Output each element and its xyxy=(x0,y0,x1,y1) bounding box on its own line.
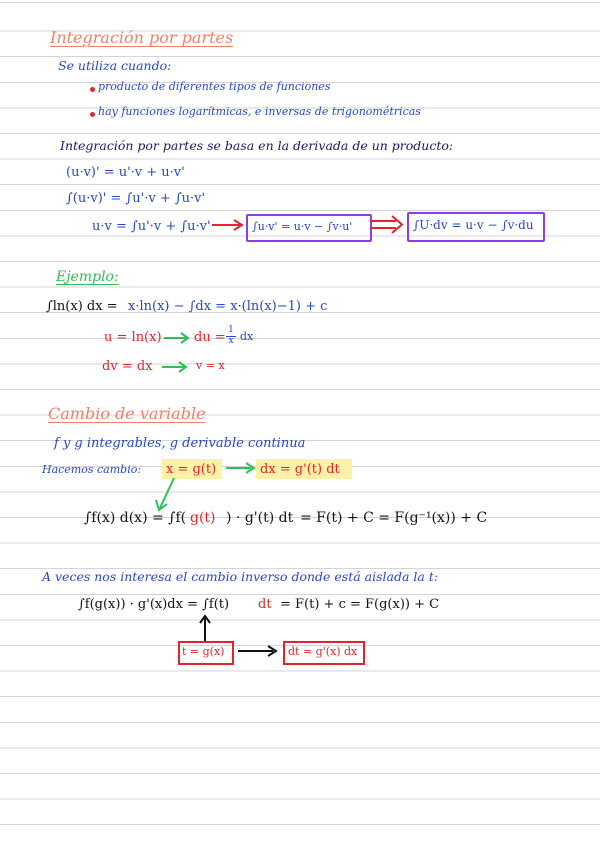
inverse-change-note: A veces nos interesa el cambio inverso donde está aislada la t: xyxy=(42,569,439,584)
equation-integral-both-sides: ∫(u·v)' = ∫u'·v + ∫u·v' xyxy=(66,191,206,206)
equation-product-derivative: (u·v)' = u'·v + u·v' xyxy=(66,165,185,180)
du-dx: dx xyxy=(240,330,254,343)
arrow-right-icon xyxy=(238,645,278,657)
arrow-right-icon xyxy=(226,462,256,474)
section-title-integracion-por-partes: Integración por partes xyxy=(50,28,234,47)
substitution-x: x = g(t) xyxy=(166,462,217,477)
substitution-dx: dx = g'(t) dt xyxy=(260,462,340,477)
inverse-lhs: ∫f(g(x)) · g'(x)dx = ∫f(t) xyxy=(78,597,230,612)
big-integral-rhs: = F(t) + C = F(g⁻¹(x)) + C xyxy=(300,510,488,526)
section-title-cambio-de-variable: Cambio de variable xyxy=(48,404,206,423)
inverse-rhs: = F(t) + c = F(g(x)) + C xyxy=(280,597,440,612)
arrow-right-icon xyxy=(164,332,190,344)
hacemos-cambio-text: Hacemos cambio: xyxy=(42,463,142,476)
arrow-up-icon xyxy=(198,614,212,642)
dt-definition: dt = g'(x) dx xyxy=(288,645,358,658)
big-integral-g: g(t) xyxy=(190,510,216,526)
example-title: Ejemplo: xyxy=(56,269,119,285)
u-definition: u = ln(x) xyxy=(104,330,162,345)
du-fraction-num: 1 xyxy=(228,325,234,335)
formula-final: ∫U·dv = u·v − ∫v·du xyxy=(413,218,534,232)
conditions-text: f y g integrables, g derivable continua xyxy=(54,436,306,451)
example-integral-rhs: x·ln(x) − ∫dx = x·(ln(x)−1) + c xyxy=(128,299,328,314)
du-fraction xyxy=(226,326,236,346)
bullet-item-2: hay funciones logarítmicas, e inversas de trigonométricas xyxy=(98,105,421,118)
se-utiliza-text: Se utiliza cuando: xyxy=(58,58,172,73)
big-integral-lhs: ∫f(x) d(x) = ∫f( xyxy=(84,510,187,526)
inverse-dt: dt xyxy=(258,597,272,612)
formula-partes: ∫u·v' = u·v − ∫v·u' xyxy=(252,220,353,233)
integracion-statement: Integración por partes se basa en la derivada de un producto: xyxy=(60,138,454,153)
du-fraction-den: x xyxy=(226,336,236,346)
equation-uv: u·v = ∫u'·v + ∫u·v' xyxy=(92,219,211,234)
arrow-right-icon xyxy=(162,361,188,373)
arrow-down-left-icon xyxy=(152,476,182,514)
example-integral-lhs: ∫ln(x) dx = xyxy=(46,299,118,314)
bullet-dot-icon xyxy=(90,87,95,92)
big-integral-mid: ) · g'(t) dt xyxy=(226,510,294,526)
dv-definition: dv = dx xyxy=(102,359,153,374)
du-definition: du = xyxy=(194,330,226,345)
arrow-right-icon xyxy=(212,218,246,232)
bullet-item-1: producto de diferentes tipos de funciones xyxy=(98,80,331,93)
t-definition: t = g(x) xyxy=(182,645,225,658)
bullet-dot-icon xyxy=(90,112,95,117)
v-definition: v = x xyxy=(196,359,225,372)
double-arrow-right-icon xyxy=(370,216,404,234)
